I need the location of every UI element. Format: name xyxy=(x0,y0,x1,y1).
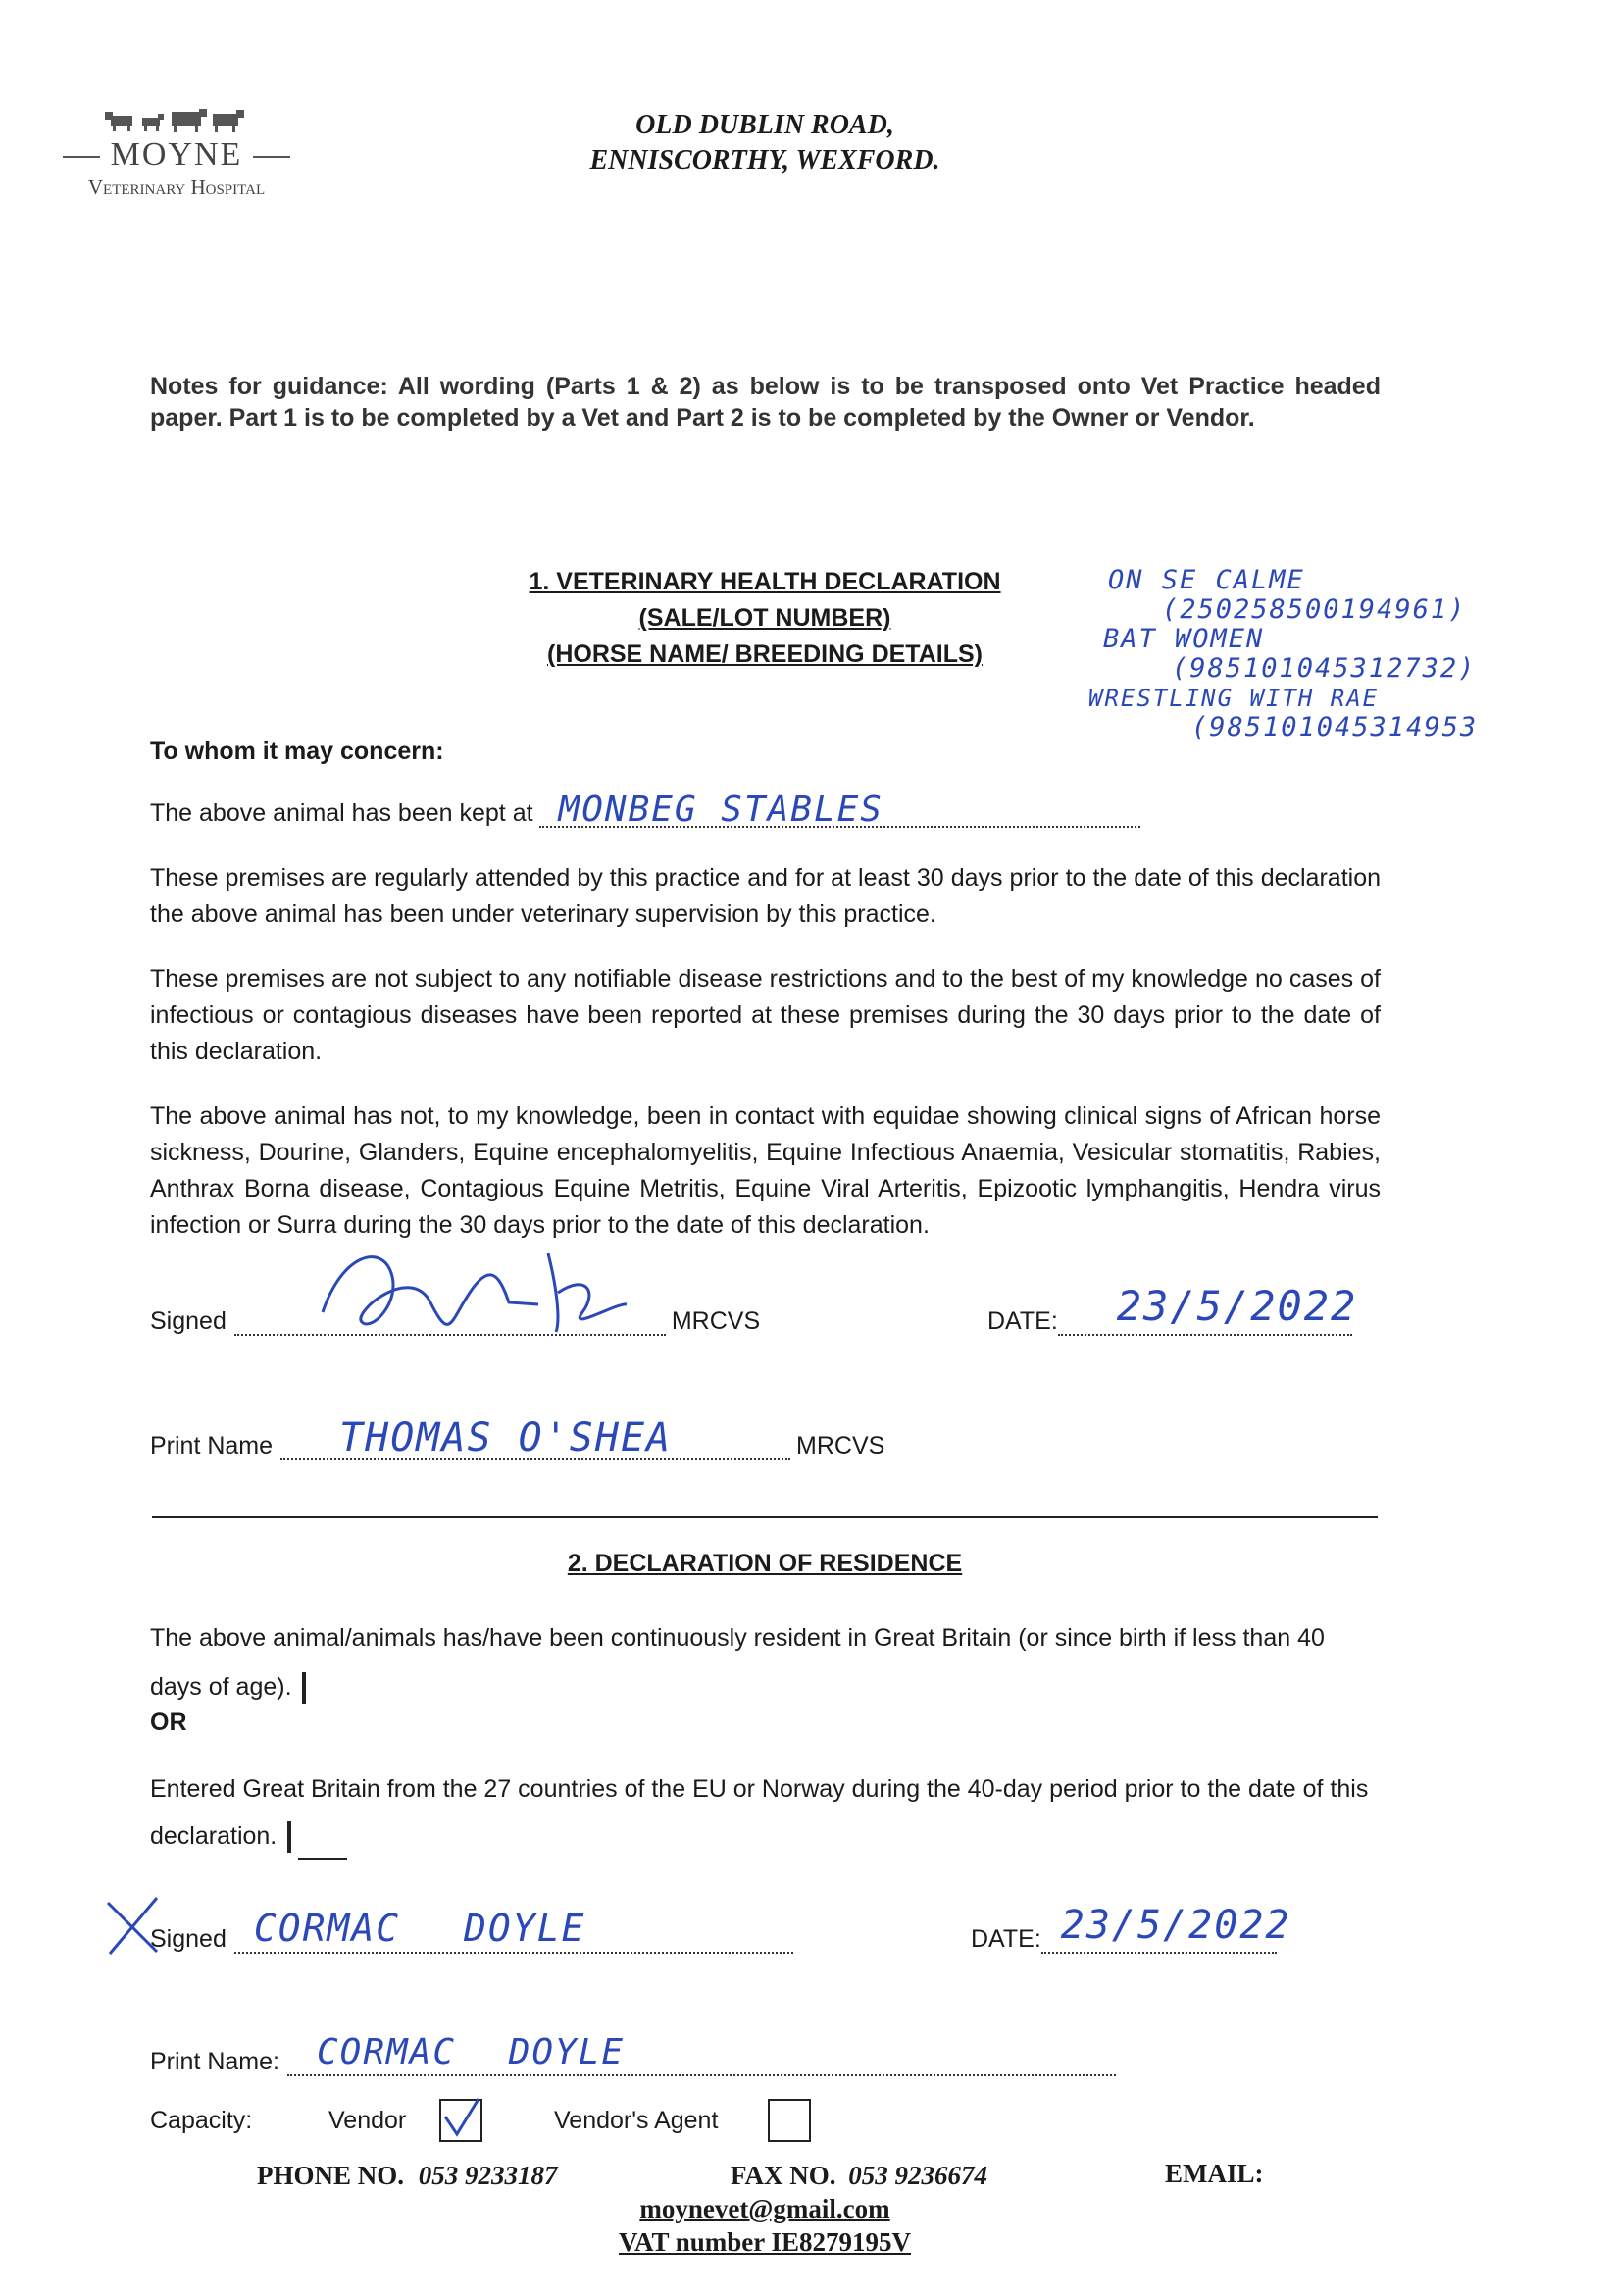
kept-at-field xyxy=(539,792,1140,828)
owner-signed-label: Signed xyxy=(150,1925,227,1953)
owner-date-field xyxy=(1041,1903,1291,1954)
paragraph-restrictions: These premises are not subject to any notifiable disease restrictions and to the best of my knowledge no cases of infectious or contagious diseases have been reported at these premises during the 30 days prior to the date of this declaration. xyxy=(150,965,1381,1065)
footer-phone xyxy=(257,2161,558,2191)
footer-phone-label: PHONE NO. xyxy=(257,2161,405,2190)
vet-print-name-field xyxy=(280,1415,790,1460)
owner-print-name-field xyxy=(287,2032,1116,2076)
footer-fax xyxy=(731,2161,987,2191)
logo-rule-left xyxy=(63,156,100,158)
practice-address xyxy=(530,108,1000,179)
address-line-2: ENNISCORTHY, WEXFORD. xyxy=(589,145,940,176)
residence-option-2-mark xyxy=(287,1821,291,1853)
owner-signature-line xyxy=(150,1907,793,1954)
practice-logo xyxy=(54,106,299,200)
part1-title-line-1: 1. VETERINARY HEALTH DECLARATION xyxy=(529,568,1001,595)
footer-fax-value: 053 9236674 xyxy=(848,2161,987,2190)
capacity-label: Capacity: xyxy=(150,2107,253,2134)
vet-date-label: DATE: xyxy=(987,1307,1058,1335)
vet-signature-field xyxy=(234,1304,666,1336)
kept-at-label: The above animal has been kept at xyxy=(150,799,533,827)
owner-print-name-line xyxy=(150,2032,1116,2076)
residence-option-2 xyxy=(150,1765,1376,1860)
horse-2-name: BAT WOMEN xyxy=(1103,624,1265,654)
logo-rule-right xyxy=(253,156,290,158)
vet-print-name-line xyxy=(150,1415,885,1460)
owner-date-line xyxy=(971,1903,1291,1954)
vendor-label: Vendor xyxy=(328,2107,407,2134)
salutation: To whom it may concern: xyxy=(150,738,444,765)
owner-signature-field xyxy=(234,1907,793,1954)
vendor-agent-label: Vendor's Agent xyxy=(554,2107,719,2134)
owner-date-value: 23/5/2022 xyxy=(1060,1903,1291,1948)
kept-at-value: MONBEG STABLES xyxy=(558,790,883,830)
horse-1-id: (250258500194961) xyxy=(1162,594,1467,625)
paragraph-disease-contact: The above animal has not, to my knowledge, been in contact with equidae showing clinical signs of African horse sickness, Dourine, Glanders, Equine encephalomyelitis, Equine Infectious Anaemia, Vesicular stomatitis, Rabies, Anthrax Borna disease, Contagious Equine Metritis, Equine Viral Arteritis, Epizootic lymphangitis, Hendra virus infection or Surra during the 30 days prior to the date of this declaration. xyxy=(150,1102,1381,1239)
residence-option-2-text: Entered Great Britain from the 27 countries of the EU or Norway during the 40-day period prior to the date of this declaration. xyxy=(150,1775,1369,1850)
part2-title: 2. DECLARATION OF RESIDENCE xyxy=(567,1550,963,1577)
or-label: OR xyxy=(150,1709,187,1736)
vet-print-mrcvs: MRCVS xyxy=(796,1432,885,1459)
kept-at-line xyxy=(150,792,1140,828)
footer-vat: VAT number IE8279195V xyxy=(618,2227,912,2257)
paragraph-supervision: These premises are regularly attended by this practice and for at least 30 days prior to the date of this declaration the above animal has been under veterinary supervision by this practice. xyxy=(150,864,1381,928)
vet-date-line xyxy=(987,1282,1358,1336)
vendor-checkbox[interactable] xyxy=(439,2099,482,2142)
owner-date-label: DATE: xyxy=(971,1925,1041,1953)
owner-print-name-value: CORMAC DOYLE xyxy=(316,2032,626,2072)
vendor-agent-checkbox[interactable] xyxy=(768,2099,811,2142)
residence-option-1-text: The above animal/animals has/have been continuously resident in Great Britain (or since birth if less than 40 days of age). xyxy=(150,1624,1325,1701)
section-divider xyxy=(152,1516,1378,1518)
logo-subtitle: Veterinary Hospital xyxy=(87,176,266,199)
horse-3-id: (985101045314953 xyxy=(1191,712,1479,742)
footer-email-label: EMAIL: xyxy=(1165,2159,1264,2188)
horse-3-name: WRESTLING WITH RAE xyxy=(1088,685,1380,712)
vet-signature-scribble xyxy=(303,1234,636,1342)
guidance-notes: Notes for guidance: All wording (Parts 1 & 2) as below is to be transposed onto Vet Practice headed paper. Part 1 is to be completed by a Vet and Part 2 is to be completed by the Owner or Vendor. xyxy=(150,373,1381,432)
horse-2-id: (985101045312732) xyxy=(1172,653,1477,684)
checkmark-icon xyxy=(439,2095,482,2138)
residence-option-2-blank xyxy=(298,1828,347,1860)
address-line-1: OLD DUBLIN ROAD, xyxy=(635,110,894,140)
vet-print-name-value: THOMAS O'SHEA xyxy=(339,1415,673,1460)
owner-print-name-label: Print Name: xyxy=(150,2048,279,2075)
livestock-silhouette-icon xyxy=(103,106,250,133)
vet-date-value: 23/5/2022 xyxy=(1116,1282,1358,1330)
part1-title xyxy=(490,564,1039,673)
horse-1-name: ON SE CALME xyxy=(1108,565,1305,595)
footer-fax-label: FAX NO. xyxy=(731,2161,836,2190)
part1-title-line-2: (SALE/LOT NUMBER) xyxy=(638,604,891,632)
footer-email[interactable]: moynevet@gmail.com xyxy=(639,2194,890,2223)
logo-name: MOYNE xyxy=(110,136,243,173)
handwritten-horse-list xyxy=(1088,566,1598,742)
vet-signed-label: Signed xyxy=(150,1307,227,1335)
vet-signed-mrcvs: MRCVS xyxy=(671,1307,761,1335)
vet-print-name-label: Print Name xyxy=(150,1432,274,1459)
owner-signed-value: CORMAC DOYLE xyxy=(253,1907,586,1950)
footer-phone-value: 053 9233187 xyxy=(418,2161,558,2190)
residence-option-1 xyxy=(150,1613,1376,1711)
part1-title-line-3: (HORSE NAME/ BREEDING DETAILS) xyxy=(547,640,983,668)
vet-date-field xyxy=(1058,1282,1358,1336)
vet-signature-line xyxy=(150,1304,760,1336)
residence-option-1-mark xyxy=(302,1672,306,1704)
